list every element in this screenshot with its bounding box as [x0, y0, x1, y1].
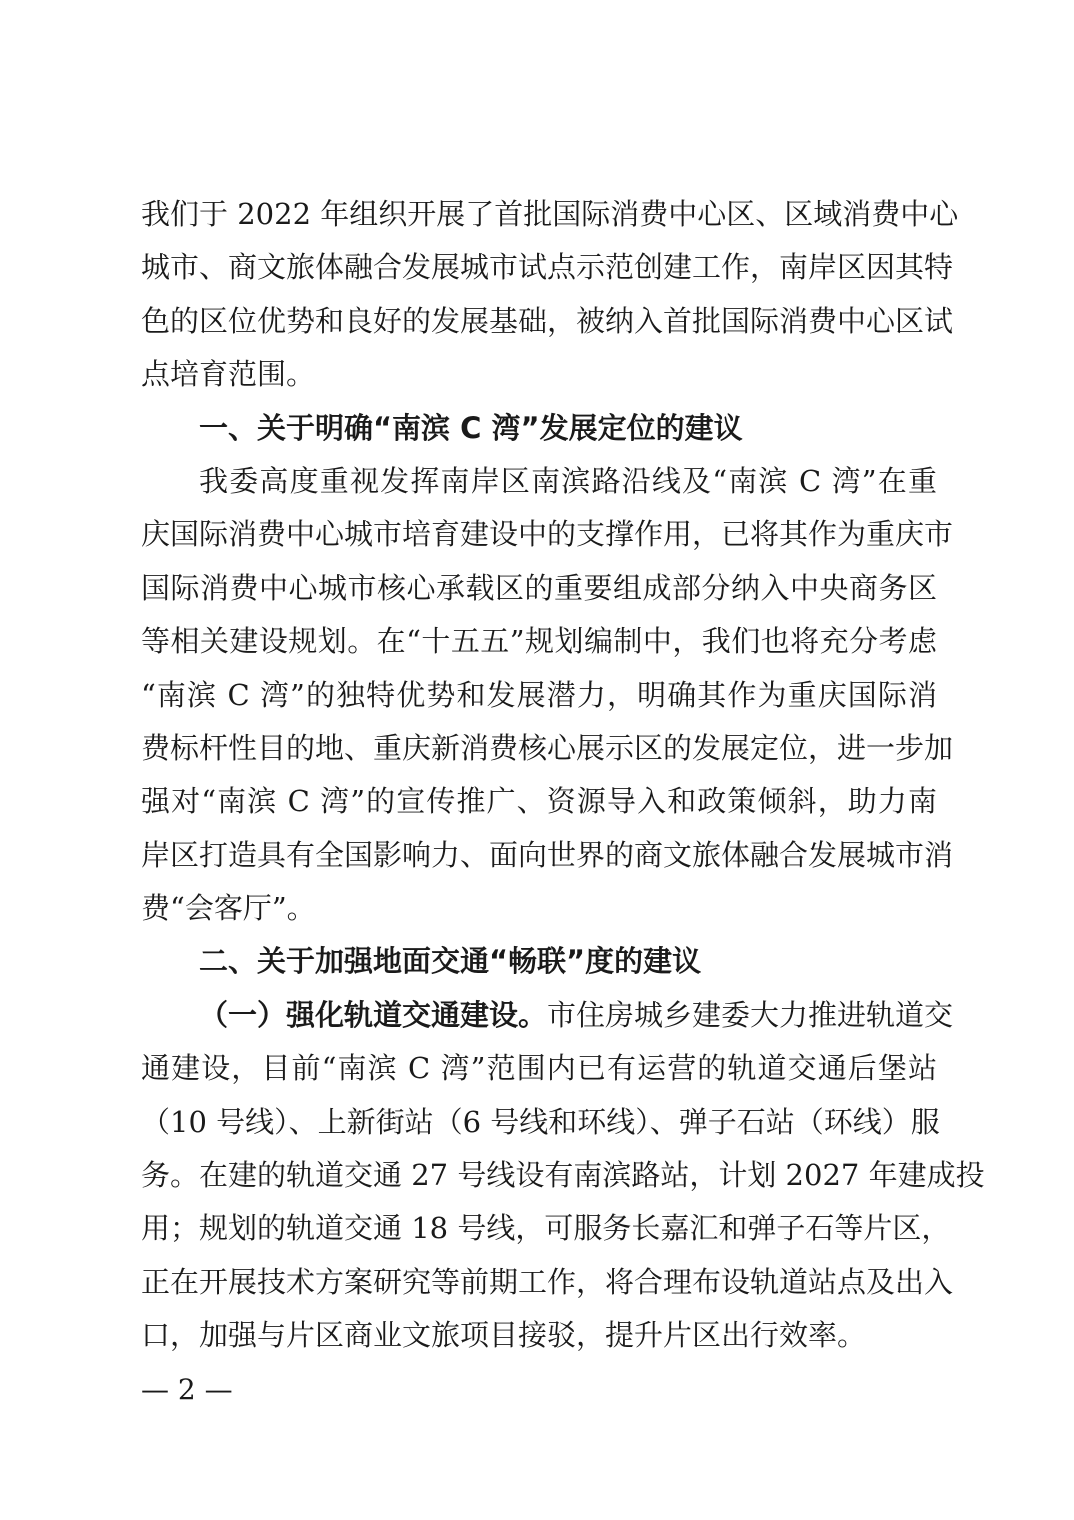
- section-2-line: 正在开展技术方案研究等前期工作，将合理布设轨道站点及出入: [141, 1264, 954, 1299]
- section-2-line: 通建设，目前“南滨 C 湾”范围内已有运营的轨道交通后堡站: [141, 1051, 937, 1086]
- section-2-line: （10 号线）、上新街站（6 号线和环线）、弹子石站（环线）服: [141, 1104, 940, 1139]
- section-2-line: 用；规划的轨道交通 18 号线，可服务长嘉汇和弹子石等片区，: [141, 1211, 951, 1246]
- section-2-first-line: [141, 989, 954, 1042]
- intro-line: 点培育范围。: [141, 357, 316, 392]
- section-2-line: 口，加强与片区商业文旅项目接驳，提升片区出行效率。: [141, 1318, 867, 1353]
- section-1-line: “南滨 C 湾”的独特优势和发展潜力，明确其作为重庆国际消: [141, 677, 937, 712]
- intro-line: 我们于 2022 年组织开展了首批国际消费中心区、区域消费中心: [141, 197, 959, 231]
- section-1-line: 国际消费中心城市核心承载区的重要组成部分纳入中央商务区: [141, 570, 937, 605]
- document-body: [141, 188, 985, 1363]
- subsection-label: （一）强化轨道交通建设。: [199, 997, 548, 1032]
- section-1-line: 我委高度重视发挥南岸区南滨路沿线及“南滨 C 湾”在重: [199, 463, 937, 498]
- section-1-line: 强对“南滨 C 湾”的宣传推广、资源导入和政策倾斜，助力南: [141, 784, 937, 819]
- page-number: — 2 —: [141, 1373, 233, 1406]
- section-2-heading: 二、关于加强地面交通“畅联”度的建议: [199, 944, 702, 979]
- section-1-heading: 一、关于明确“南滨 C 湾”发展定位的建议: [199, 410, 743, 445]
- section-1-line: 费标杆性目的地、重庆新消费核心展示区的发展定位，进一步加: [141, 730, 954, 765]
- section-1-line: 庆国际消费中心城市培育建设中的支撑作用，已将其作为重庆市: [141, 517, 954, 552]
- section-1-line: 岸区打造具有全国影响力、面向世界的商文旅体融合发展城市消: [141, 837, 954, 872]
- section-1-line: 等相关建设规划。在“十五五”规划编制中，我们也将充分考虑: [141, 624, 937, 659]
- section-1-line: 费“会客厅”。: [141, 891, 316, 926]
- subsection-text: 市住房城乡建委大力推进轨道交: [547, 997, 954, 1032]
- intro-line: 色的区位优势和良好的发展基础，被纳入首批国际消费中心区试: [141, 303, 954, 338]
- intro-line: 城市、商文旅体融合发展城市试点示范创建工作，南岸区因其特: [141, 250, 954, 285]
- section-2-line: 务。在建的轨道交通 27 号线设有南滨路站，计划 2027 年建成投: [141, 1158, 985, 1193]
